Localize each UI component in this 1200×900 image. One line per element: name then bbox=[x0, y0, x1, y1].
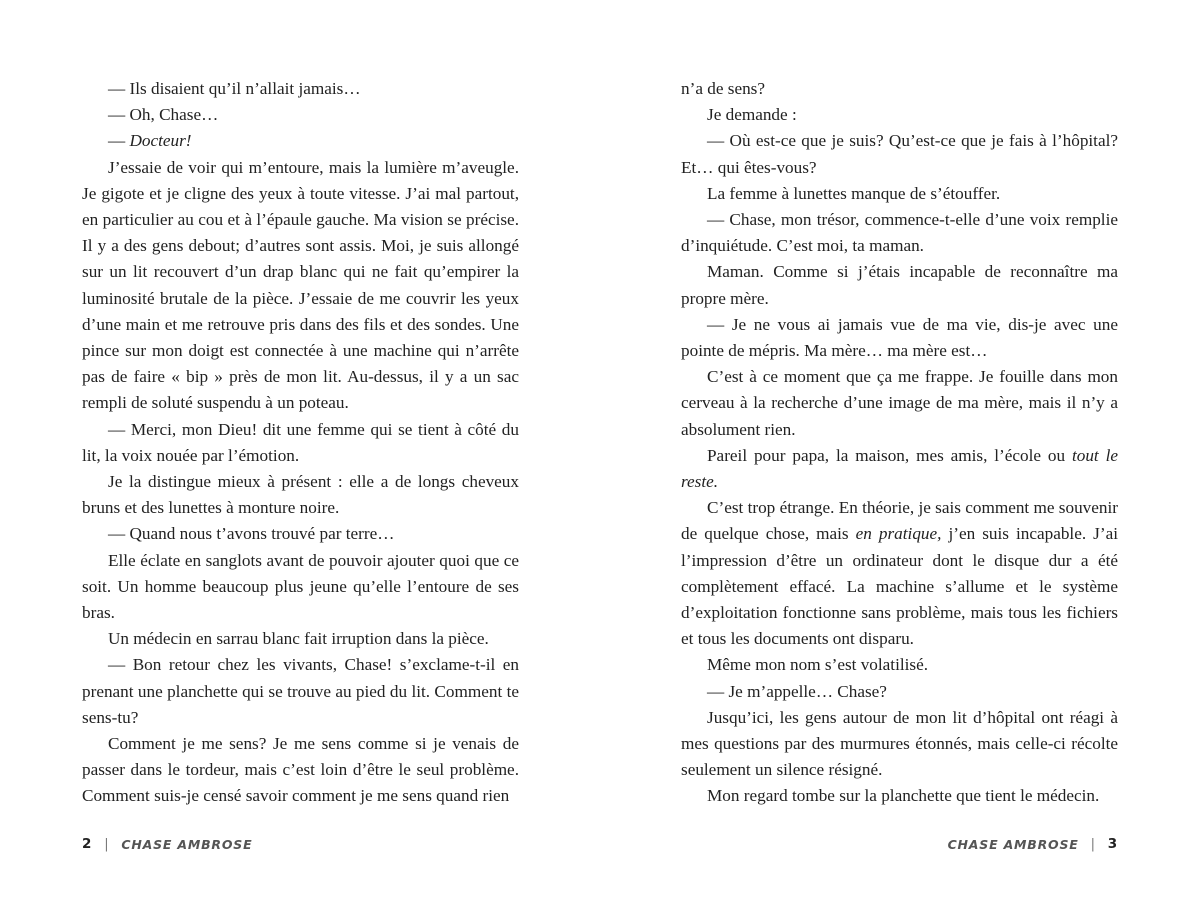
paragraph: — Ils disaient qu’il n’allait jamais… bbox=[108, 79, 361, 98]
folio-separator: | bbox=[1090, 836, 1096, 852]
running-head: CHASE AMBROSE bbox=[121, 836, 253, 852]
paragraph: — Bon retour chez les vivants, Chase! s’exclame-t-il en prenant une planchette qui se trouve au pied du lit. Comment te sens-tu? bbox=[82, 655, 519, 727]
paragraph: Un médecin en sarrau blanc fait irruption dans la pièce. bbox=[108, 629, 489, 649]
paragraph: — Où est-ce que je suis? Qu’est-ce que je fais à l’hôpital? Et… qui êtes-vous? bbox=[681, 131, 1118, 177]
italic-emphasis: Docteur! bbox=[129, 131, 192, 151]
paragraph-continuation: n’a de sens? bbox=[681, 79, 765, 98]
folio-separator: | bbox=[104, 836, 110, 852]
paragraph: Je la distingue mieux à présent : elle a de longs cheveux bruns et des lunettes à monture noire. bbox=[82, 472, 519, 518]
left-page-footer bbox=[82, 836, 252, 852]
paragraph: — Merci, mon Dieu! dit une femme qui se tient à côté du lit, la voix nouée par l’émotion. bbox=[82, 419, 519, 465]
paragraph: Pareil pour papa, la maison, mes amis, l’école ou tout le reste. bbox=[681, 445, 1118, 492]
paragraph: — Oh, Chase… bbox=[108, 105, 219, 125]
paragraph: Maman. Comme si j’étais incapable de reconnaître ma propre mère. bbox=[681, 262, 1118, 308]
paragraph: J’essaie de voir qui m’entoure, mais la lumière m’aveugle. Je gigote et je cligne des yeux à toute vitesse. J’ai mal partout, en particulier au cou et à l’épaule gauche. Ma vision se précise. Il y a des gens debout; d’autres sont assis. Moi, je suis allongé sur un lit recouvert d’un drap blanc qui ne fait qu’empirer la luminosité brutale de la pièce. J’essaie de me couvrir les yeux d’une main et me retrouve pris dans des fils et des sondes. Une pince sur mon doigt est connectée à une machine qui n’arrête pas de faire « bip » près de mon lit. Au-dessus, il y a un sac rempli de soluté suspendu à un poteau. bbox=[82, 157, 519, 413]
right-page-footer bbox=[948, 836, 1118, 852]
paragraph: Elle éclate en sanglots avant de pouvoir ajouter quoi que ce soit. Un homme beaucoup plus jeune qu’elle l’entoure de ses bras. bbox=[82, 550, 519, 623]
paragraph: La femme à lunettes manque de s’étouffer. bbox=[707, 183, 1001, 203]
paragraph: — Je m’appelle… Chase? bbox=[707, 681, 887, 701]
paragraph: Je demande : bbox=[707, 105, 797, 125]
paragraph: — Chase, mon trésor, commence-t-elle d’une voix remplie d’inquiétude. C’est moi, ta maman. bbox=[681, 210, 1118, 256]
page-number: 3 bbox=[1107, 836, 1118, 852]
paragraph: — Quand nous t’avons trouvé par terre… bbox=[108, 524, 395, 544]
left-page-text bbox=[82, 76, 519, 810]
paragraph: Comment je me sens? Je me sens comme si je venais de passer dans le tordeur, mais c’est loin d’être le seul problème. Comment suis-je censé savoir comment je me sens quand rien bbox=[82, 734, 519, 806]
page-number: 2 bbox=[82, 836, 93, 852]
paragraph: C’est trop étrange. En théorie, je sais comment me souvenir de quelque chose, mais en pratique, j’en suis incapable. J’ai l’impression d’être un ordinateur dont le disque dur a été complètement effacé. La machine s’allume et le système d’exploitation fonctionne sans problème, mais tous les fichiers et tous les documents ont disparu. bbox=[681, 498, 1118, 649]
right-page-text bbox=[681, 76, 1118, 810]
italic-emphasis: en pratique, bbox=[855, 524, 942, 544]
paragraph: Mon regard tombe sur la planchette que tient le médecin. bbox=[707, 786, 1100, 806]
paragraph: — Je ne vous ai jamais vue de ma vie, dis-je avec une pointe de mépris. Ma mère… ma mère est… bbox=[681, 314, 1118, 361]
paragraph: — Docteur! bbox=[108, 131, 192, 151]
paragraph: Même mon nom s’est volatilisé. bbox=[707, 655, 929, 675]
paragraph: C’est à ce moment que ça me frappe. Je fouille dans mon cerveau à la recherche d’une image de ma mère, mais il n’y a absolument rien. bbox=[681, 367, 1118, 439]
italic-emphasis: tout le reste. bbox=[681, 445, 1118, 492]
paragraph: Jusqu’ici, les gens autour de mon lit d’hôpital ont réagi à mes questions par des murmures étonnés, mais celle-ci récolte seulement un silence résigné. bbox=[681, 707, 1118, 780]
running-head: CHASE AMBROSE bbox=[947, 836, 1079, 852]
